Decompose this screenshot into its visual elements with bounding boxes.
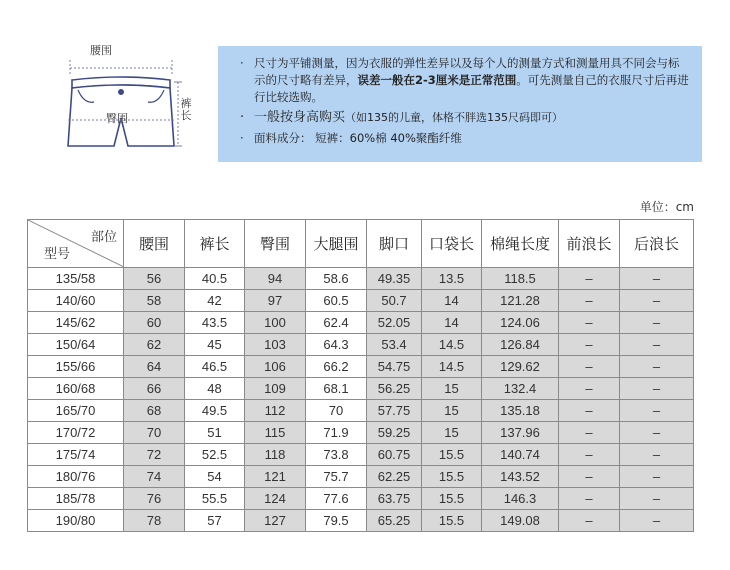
value-cell: 51 [185,422,245,444]
value-cell: 57.75 [367,400,422,422]
value-cell: – [620,400,694,422]
value-cell: 58.6 [306,268,367,290]
value-cell: – [620,334,694,356]
table-row [28,466,694,488]
value-cell: 54 [185,466,245,488]
value-cell: 46.5 [185,356,245,378]
value-cell: 121 [245,466,306,488]
value-cell: 52.5 [185,444,245,466]
value-cell: 43.5 [185,312,245,334]
header-pocket-length: 口袋长 [422,220,482,268]
value-cell: 40.5 [185,268,245,290]
measurement-note-text: 尺寸为平铺测量，因为衣服的弹性差异以及每个人的测量方式和测量用具不同会与标示的尺寸略有差异， [254,56,680,87]
value-cell: – [559,488,620,510]
value-cell: 60.5 [306,290,367,312]
table-row [28,290,694,312]
value-cell: 135.18 [482,400,559,422]
bullet-dot: · [240,131,244,145]
corner-header-cell [28,220,124,268]
value-cell: – [559,312,620,334]
value-cell: 62.4 [306,312,367,334]
value-cell: 76 [124,488,185,510]
value-cell: 15.5 [422,444,482,466]
value-cell: 71.9 [306,422,367,444]
value-cell: – [620,444,694,466]
value-cell: 15.5 [422,466,482,488]
measurement-note-suffix: 。可先测量自己的衣服尺寸后再进行比较选购。 [254,73,689,104]
table-row [28,510,694,532]
corner-part-label: 部位 [90,230,117,245]
height-note [234,109,690,126]
header-back-rise: 后浪长 [620,220,694,268]
value-cell: 66 [124,378,185,400]
header-drawcord-length: 棉绳长度 [482,220,559,268]
table-row [28,268,694,290]
value-cell: 50.7 [367,290,422,312]
value-cell: 103 [245,334,306,356]
value-cell: 121.28 [482,290,559,312]
fabric-note-text: 面料成分： 短裤：60%棉 40%聚酯纤维 [254,131,462,145]
value-cell: 58 [124,290,185,312]
value-cell: 15 [422,378,482,400]
value-cell: 15 [422,400,482,422]
shorts-diagram [54,38,204,156]
value-cell: 140.74 [482,444,559,466]
value-cell: – [559,356,620,378]
value-cell: – [620,356,694,378]
size-cell: 140/60 [28,290,124,312]
corner-size-label: 型号 [44,247,71,262]
value-cell: – [620,466,694,488]
value-cell: – [620,290,694,312]
value-cell: – [559,466,620,488]
size-cell: 165/70 [28,400,124,422]
value-cell: – [620,378,694,400]
value-cell: – [559,510,620,532]
value-cell: 59.25 [367,422,422,444]
value-cell: 137.96 [482,422,559,444]
value-cell: 146.3 [482,488,559,510]
value-cell: 15.5 [422,488,482,510]
hip-label: 臀围 [106,112,128,125]
value-cell: 55.5 [185,488,245,510]
value-cell: 52.05 [367,312,422,334]
table-row [28,378,694,400]
value-cell: – [620,488,694,510]
value-cell: 77.6 [306,488,367,510]
table-row [28,356,694,378]
size-cell: 150/64 [28,334,124,356]
info-box [218,46,702,162]
value-cell: 64 [124,356,185,378]
header-waist: 腰围 [124,220,185,268]
value-cell: 56 [124,268,185,290]
table-header-row [28,220,694,268]
length-label: 裤长 [180,97,192,122]
value-cell: 42 [185,290,245,312]
value-cell: 66.2 [306,356,367,378]
size-cell: 155/66 [28,356,124,378]
size-cell: 135/58 [28,268,124,290]
value-cell: – [620,312,694,334]
header-hip: 臀围 [245,220,306,268]
value-cell: 70 [124,422,185,444]
table-row [28,444,694,466]
value-cell: – [620,268,694,290]
value-cell: 15.5 [422,510,482,532]
header-length: 裤长 [185,220,245,268]
table-row [28,422,694,444]
height-note-text: 一般按身高购买 [254,110,346,125]
size-cell: 145/62 [28,312,124,334]
value-cell: 94 [245,268,306,290]
value-cell: 60.75 [367,444,422,466]
value-cell: 49.5 [185,400,245,422]
size-cell: 175/74 [28,444,124,466]
table-row [28,334,694,356]
value-cell: 143.52 [482,466,559,488]
header-leg-opening: 脚口 [367,220,422,268]
value-cell: 79.5 [306,510,367,532]
value-cell: 56.25 [367,378,422,400]
value-cell: 13.5 [422,268,482,290]
value-cell: 127 [245,510,306,532]
value-cell: – [559,444,620,466]
value-cell: 15 [422,422,482,444]
value-cell: 132.4 [482,378,559,400]
value-cell: 129.62 [482,356,559,378]
value-cell: 54.75 [367,356,422,378]
value-cell: 49.35 [367,268,422,290]
value-cell: 65.25 [367,510,422,532]
value-cell: – [559,422,620,444]
size-cell: 160/68 [28,378,124,400]
value-cell: 72 [124,444,185,466]
value-cell: 106 [245,356,306,378]
value-cell: – [559,378,620,400]
size-cell: 180/76 [28,466,124,488]
value-cell: – [559,400,620,422]
value-cell: 115 [245,422,306,444]
value-cell: 112 [245,400,306,422]
value-cell: 74 [124,466,185,488]
value-cell: 63.75 [367,488,422,510]
value-cell: 73.8 [306,444,367,466]
header-thigh: 大腿围 [306,220,367,268]
value-cell: 109 [245,378,306,400]
value-cell: 100 [245,312,306,334]
value-cell: 45 [185,334,245,356]
value-cell: 75.7 [306,466,367,488]
value-cell: 14 [422,312,482,334]
value-cell: 78 [124,510,185,532]
value-cell: 57 [185,510,245,532]
value-cell: 14.5 [422,356,482,378]
value-cell: 53.4 [367,334,422,356]
size-cell: 170/72 [28,422,124,444]
measurement-note [234,55,690,106]
fabric-note [234,130,690,147]
value-cell: – [620,422,694,444]
value-cell: 70 [306,400,367,422]
value-cell: 14.5 [422,334,482,356]
value-cell: 68 [124,400,185,422]
size-table [27,219,694,532]
value-cell: 97 [245,290,306,312]
value-cell: 149.08 [482,510,559,532]
height-note-example: （如135的儿童，体格不胖选135尺码即可） [345,111,564,124]
value-cell: 48 [185,378,245,400]
size-cell: 190/80 [28,510,124,532]
table-row [28,400,694,422]
table-row [28,312,694,334]
value-cell: – [620,510,694,532]
waist-label: 腰围 [90,44,112,57]
value-cell: – [559,334,620,356]
value-cell: – [559,290,620,312]
bullet-dot: · [240,56,244,70]
header-front-rise: 前浪长 [559,220,620,268]
value-cell: 62.25 [367,466,422,488]
value-cell: 60 [124,312,185,334]
value-cell: 118.5 [482,268,559,290]
value-cell: 126.84 [482,334,559,356]
table-row [28,488,694,510]
value-cell: 62 [124,334,185,356]
value-cell: 68.1 [306,378,367,400]
bullet-dot: · [240,110,245,125]
value-cell: 124 [245,488,306,510]
value-cell: 64.3 [306,334,367,356]
size-cell: 185/78 [28,488,124,510]
value-cell: 14 [422,290,482,312]
error-range-note: 误差一般在2-3厘米是正常范围 [357,73,517,87]
value-cell: – [559,268,620,290]
unit-label: 单位：cm [639,200,694,214]
value-cell: 118 [245,444,306,466]
value-cell: 124.06 [482,312,559,334]
